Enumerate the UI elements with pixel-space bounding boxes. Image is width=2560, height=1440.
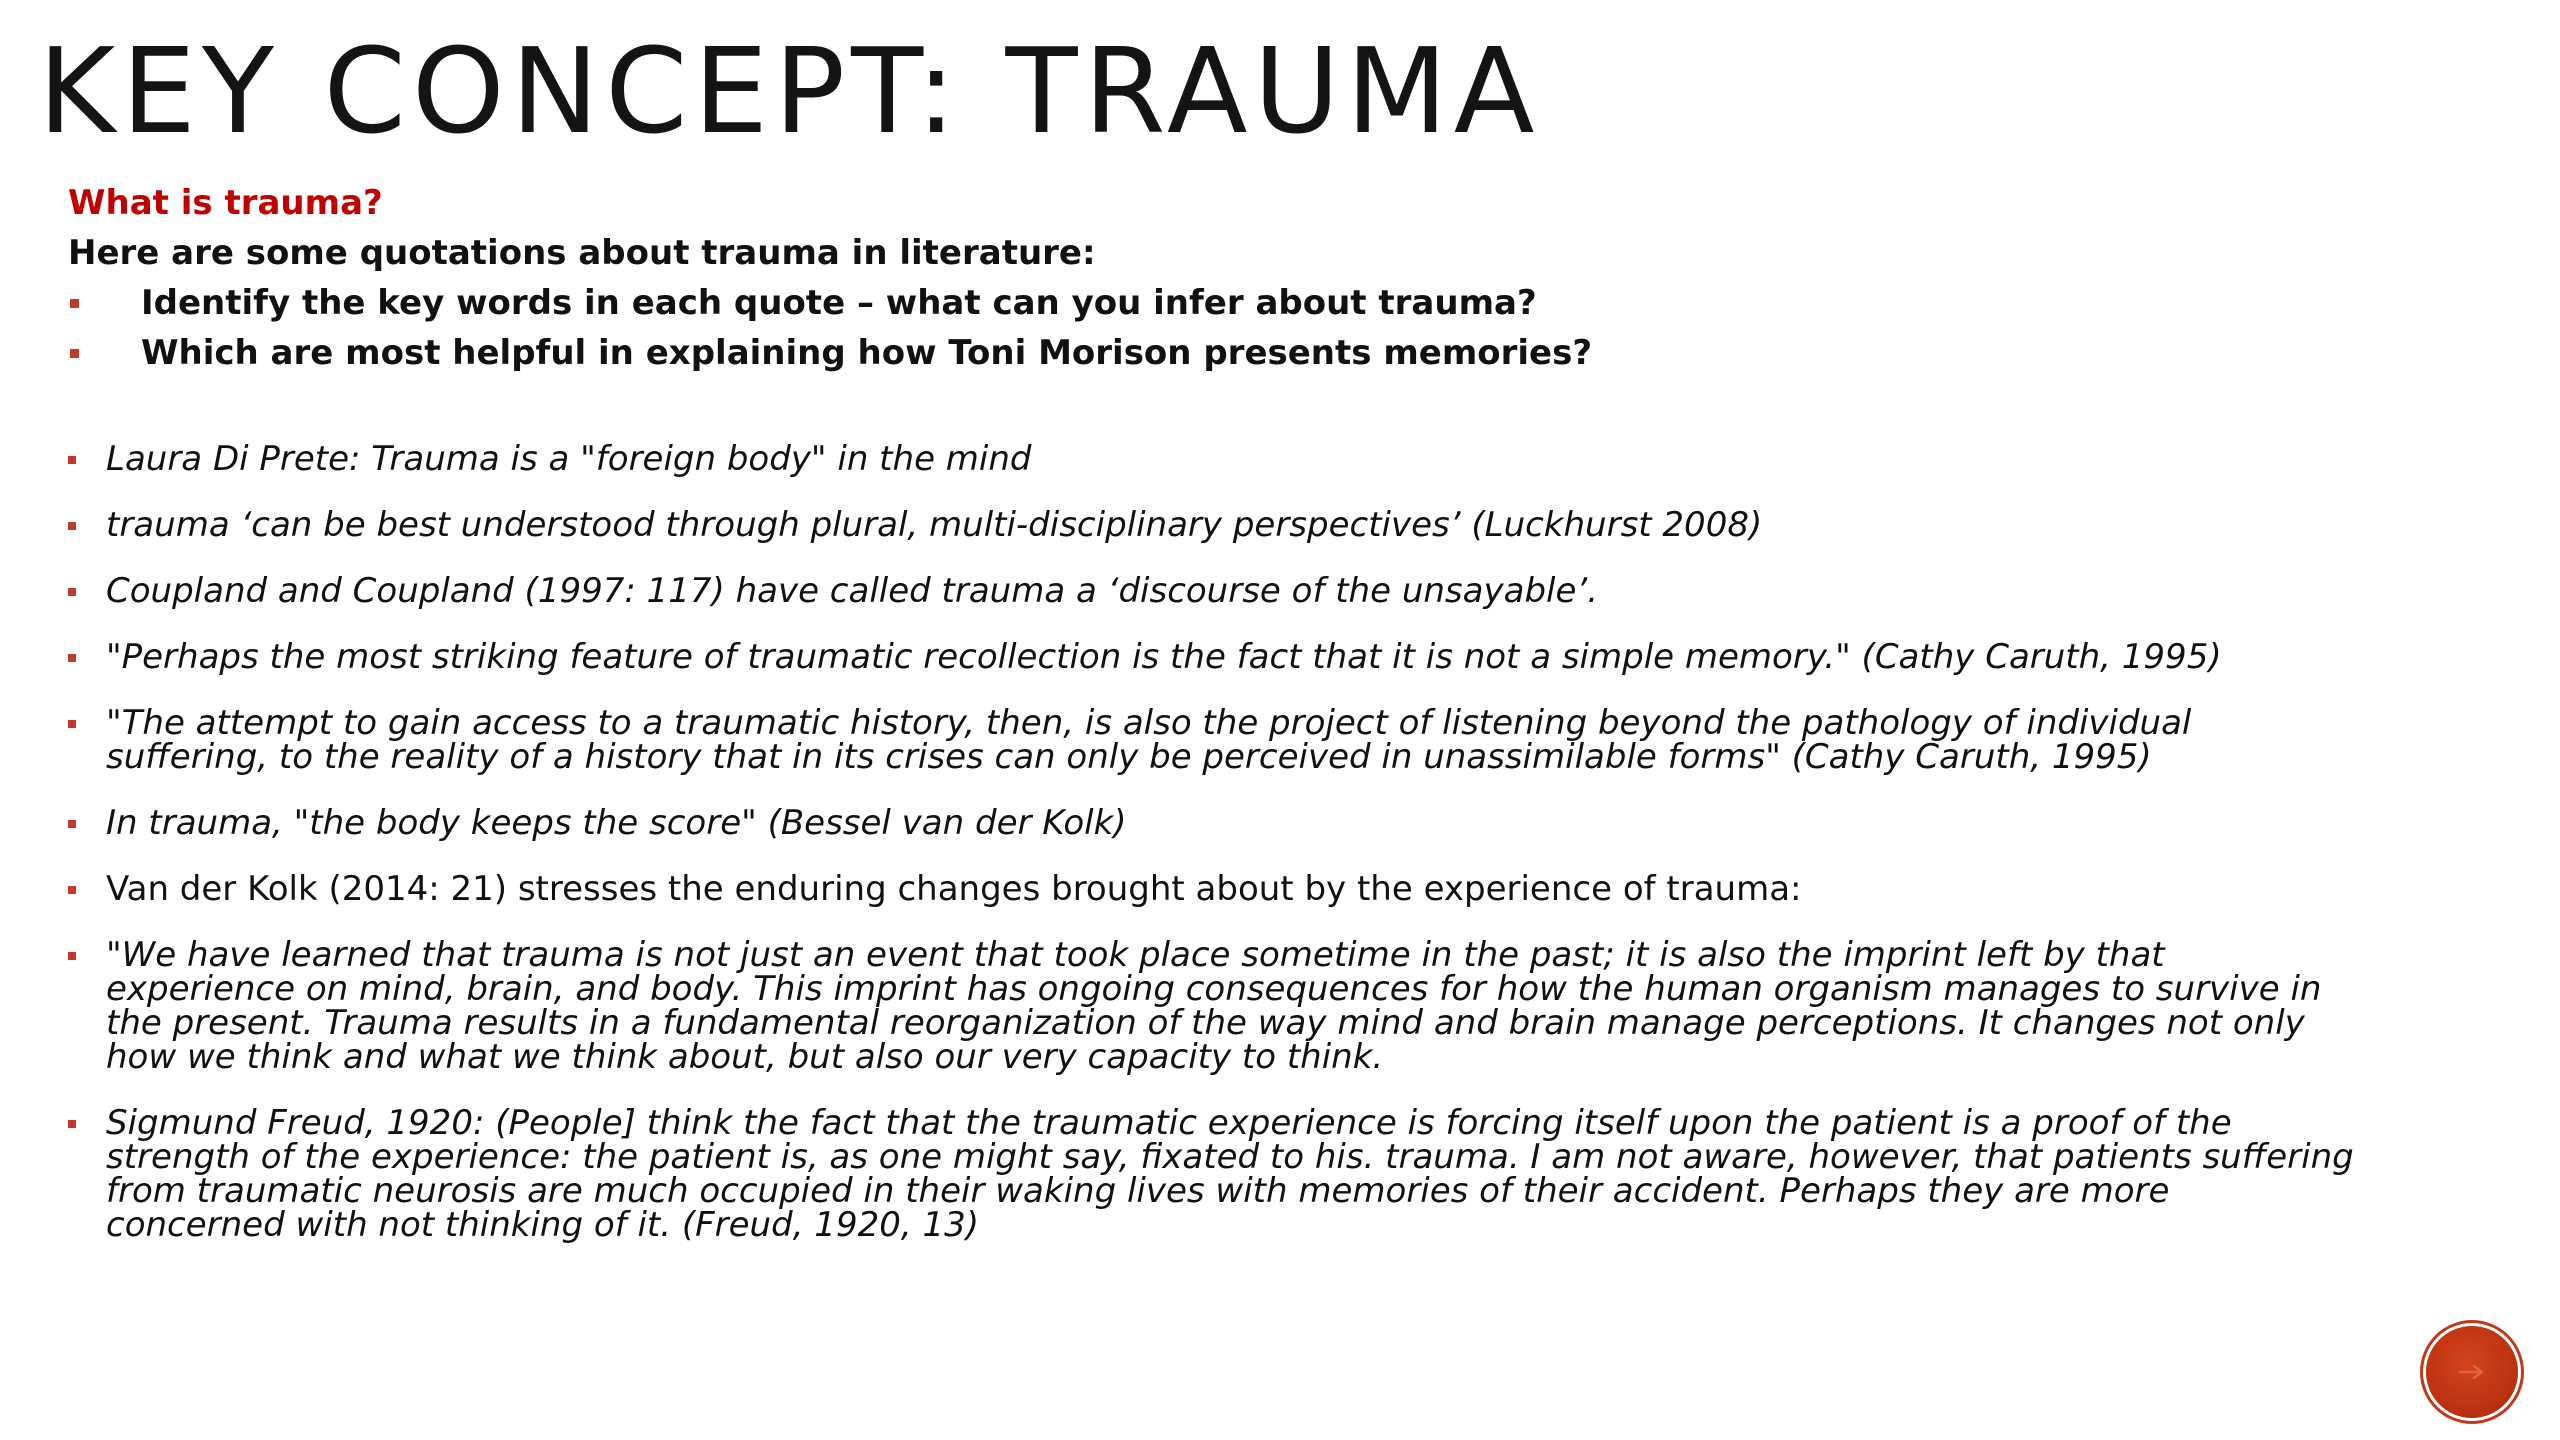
- task-item: [68, 328, 1668, 378]
- square-bullet-icon: [68, 588, 76, 596]
- quote-text: "We have learned that trauma is not just an event that took place sometime in the past; it is also the imprint left by that experience on mind, brain, and body. This imprint has ongoing consequences for how the human organism manages to survive in the present. Trauma results in a fundamental reorganization of the way mind and brain manage perceptions. It changes not only how we think and what we think about, but also our very capacity to think.: [106, 935, 2322, 1077]
- quote-item: [68, 869, 2358, 909]
- quote-text: "Perhaps the most striking feature of traumatic recollection is the fact that it is not a simple memory." (Cathy Caruth, 1995): [106, 637, 2222, 677]
- intro-question: What is trauma?: [68, 183, 383, 223]
- square-bullet-icon: [68, 886, 76, 894]
- square-bullet-icon: [68, 952, 76, 960]
- quote-text: Laura Di Prete: Trauma is a "foreign body" in the mind: [106, 439, 1032, 479]
- quote-text: Coupland and Coupland (1997: 117) have called trauma a ‘discourse of the unsayable’.: [106, 571, 1598, 611]
- task-item: [68, 278, 1668, 328]
- square-bullet-icon: [68, 720, 76, 728]
- square-bullet-icon: [68, 522, 76, 530]
- slide-nav-button[interactable]: [2426, 1326, 2518, 1418]
- quote-text: Van der Kolk (2014: 21) stresses the enduring changes brought about by the experience of trauma:: [106, 869, 1802, 909]
- quote-item: [68, 935, 2358, 1077]
- quote-item: [68, 637, 2358, 677]
- square-bullet-icon: [68, 1120, 76, 1128]
- square-bullet-icon: [70, 349, 79, 358]
- quote-item: [68, 505, 2358, 545]
- quote-text: "The attempt to gain access to a traumatic history, then, is also the project of listening beyond the pathology of individual suffering, to the reality of a history that in its crises can only be perceived in unassimilable forms" (Cathy Caruth, 1995): [106, 703, 2192, 777]
- quote-text: trauma ‘can be best understood through plural, multi-disciplinary perspectives’ (Luckhurst 2008): [106, 505, 1763, 545]
- intro-block: [68, 178, 1668, 378]
- quote-item: [68, 571, 2358, 611]
- quote-text: In trauma, "the body keeps the score" (Bessel van der Kolk): [106, 803, 1127, 843]
- square-bullet-icon: [68, 820, 76, 828]
- quote-item: [68, 803, 2358, 843]
- quote-list: [68, 439, 2358, 1274]
- quote-item: [68, 1103, 2358, 1245]
- square-bullet-icon: [68, 456, 76, 464]
- arrow-icon: [2456, 1362, 2488, 1382]
- square-bullet-icon: [68, 654, 76, 662]
- quote-item: [68, 703, 2358, 777]
- slide-title: KEY CONCEPT: TRAUMA: [38, 22, 1541, 160]
- task-list: [68, 278, 1668, 378]
- intro-text: Here are some quotations about trauma in literature:: [68, 233, 1096, 273]
- task-text: Identify the key words in each quote – what can you infer about trauma?: [141, 283, 1537, 323]
- square-bullet-icon: [70, 299, 79, 308]
- quote-item: [68, 439, 2358, 479]
- task-text: Which are most helpful in explaining how Toni Morison presents memories?: [141, 333, 1593, 373]
- quote-text: Sigmund Freud, 1920: (People] think the fact that the traumatic experience is forcing itself upon the patient is a proof of the strength of the experience: the patient is, as one might say, fixated to his. trauma. I am not aware, however, that patients suffering from traumatic neurosis are much occupied in their waking lives with memories of their accident. Perhaps they are more concerned with not thinking of it. (Freud, 1920, 13): [106, 1103, 2354, 1245]
